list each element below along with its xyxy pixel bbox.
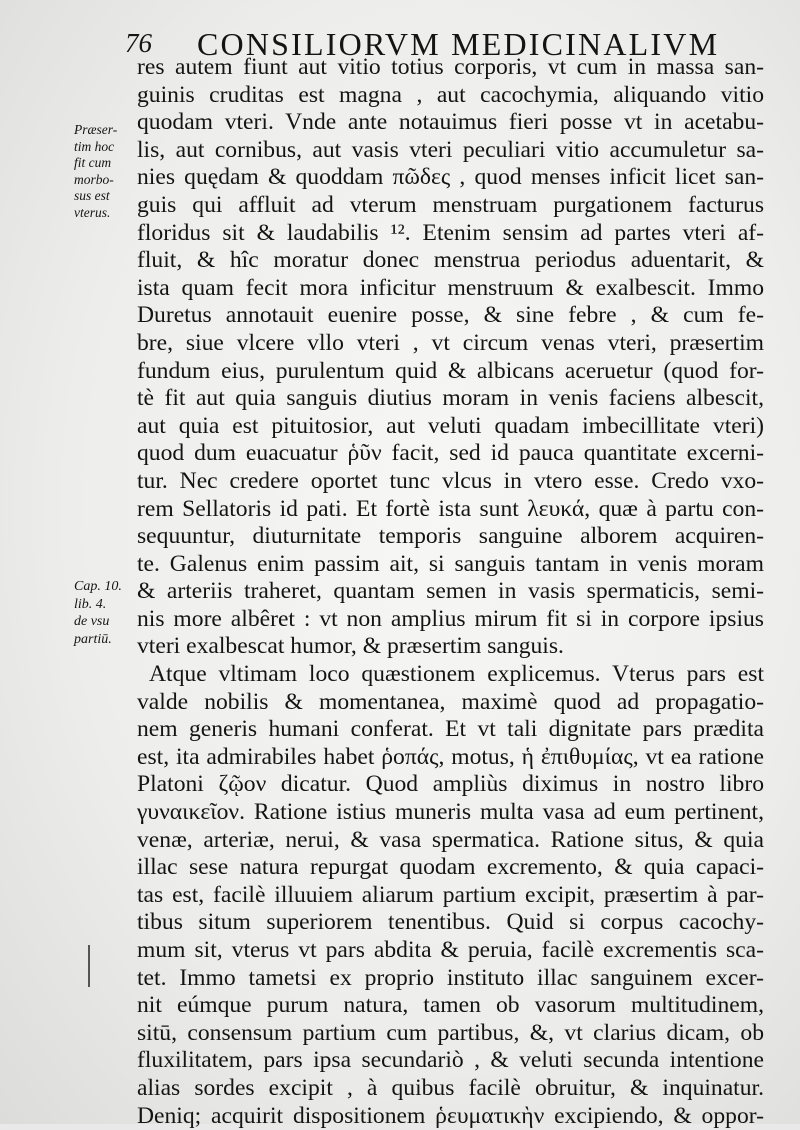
margin-note-line: tim hoc: [74, 138, 115, 154]
margin-note-line: de vsu: [74, 614, 110, 629]
text-line: fundum eius, purulentum quid & albicans aceruetur (quod for-: [137, 357, 764, 384]
page-number: 76: [125, 28, 152, 58]
text-line: valde nobilis & momentanea, maximè quod ad propagatio-: [137, 688, 764, 715]
body-text: [137, 54, 764, 1130]
text-line: fluit, & hîc moratur donec menstrua periodus aduentarit, &: [137, 247, 764, 274]
text-line: tas est, facilè illuuiem aliarum partium excipit, præsertim à par-: [137, 881, 764, 908]
text-line: nis more albêret : vt non amplius mirum fit si in corpore ipsius: [137, 605, 764, 632]
text-line: quodam vteri. Vnde ante notauimus fieri posse vt in acetabu-: [137, 109, 764, 136]
text-line: guinis cruditas est magna , aut cacochymia, aliquando vitio: [137, 81, 764, 108]
margin-note-line: Cap. 10.: [74, 579, 122, 594]
margin-note-line: morbo-: [74, 171, 114, 187]
text-line: mum sit, vterus vt pars abdita & peruia, facilè excrementis sca-: [137, 937, 764, 963]
margin-reference: [74, 578, 134, 648]
margin-note-line: Præser-: [74, 122, 118, 137]
margin-note: [74, 122, 134, 221]
text-line: tet. Immo tametsi ex proprio instituto illac sanguinem excer-: [137, 964, 764, 991]
text-line: est, ita admirabiles habet ῥοπάς, motus, ἡ ἐπιθυμίας, vt ea ratione: [137, 743, 764, 770]
text-line: nit eúmque purum natura, tamen ob vasorum multitudinem,: [137, 992, 764, 1019]
text-line: te. Galenus enim passim ait, si sanguis tantam in venis moram: [137, 550, 764, 577]
text-line: quod dum euacuatur ῥῦν facit, sed id pauca quantitate excerni-: [137, 440, 764, 467]
text-line: venæ, arteriæ, nerui, & vasa spermatica. Ratione situs, & quia: [137, 826, 764, 853]
text-line: sequuntur, diuturnitate temporis sanguine alborem acquiren-: [137, 523, 764, 550]
text-line: guis qui affluit ad vterum menstruam purgationem facturus: [137, 191, 764, 218]
text-line: Deniq; acquirit dispositionem ῥευματικὴν excipiendo, & oppor-: [137, 1102, 764, 1129]
text-line: res autem fiunt aut vitio totius corporis, vt cum in massa san-: [137, 54, 764, 80]
margin-bracket-mark: [88, 945, 90, 987]
margin-note-line: sus est: [74, 188, 110, 203]
text-line: tè fit aut quia sanguis diutius moram in venis faciens albescit,: [137, 385, 764, 412]
text-line: lis, aut cornibus, aut vasis vteri peculiari vitio accumuletur sa-: [137, 136, 764, 163]
margin-note-line: lib. 4.: [74, 596, 107, 612]
margin-note-line: vterus.: [74, 204, 111, 220]
text-line: ista quam fecit mora inficitur menstruum & exalbescit. Immo: [137, 274, 764, 301]
text-line-paragraph-end: vteri exalbescat humor, & præsertim sanguis.: [137, 633, 564, 660]
text-line: bre, siue vlcere vllo vteri , vt circum venas vteri, præsertim: [137, 329, 764, 356]
margin-note-line: partiū.: [74, 631, 112, 647]
text-line: Duretus annotauit euenire posse, & sine febre , & cum fe-: [137, 302, 764, 329]
text-line: Platoni ζῷον dicatur. Quod ampliùs diximus in nostro libro: [137, 771, 764, 798]
text-line: tur. Nec credere oportet tunc vlcus in vtero esse. Credo vxo-: [137, 467, 764, 494]
margin-note-line: fit cum: [74, 155, 112, 170]
text-line-paragraph-start: Atque vltimam loco quæstionem explicemus. Vterus pars est: [149, 661, 764, 688]
text-line: illac sese natura repurgat quodam excremento, & quia capaci-: [137, 854, 764, 881]
running-title: CONSILIORVM MEDICINALIVM: [197, 26, 720, 62]
text-line: tibus situm superiorem tenentibus. Quid si corpus cacochy-: [137, 909, 764, 936]
text-line: floridus sit & laudabilis ¹². Etenim sensim ad partes vteri af-: [137, 219, 764, 246]
text-line: γυναικεῖον. Ratione istius muneris multa vasa ad eum pertinent,: [137, 799, 764, 826]
text-line: & arteriis traheret, quantam semen in vasis spermaticis, semi-: [137, 578, 764, 605]
text-line: alias sordes excipit , à quibus facilè obruitur, & inquinatur.: [137, 1074, 764, 1101]
text-line: rem Sellatoris id pati. Et fortè ista sunt λευκά, quæ à partu con-: [137, 495, 764, 522]
text-line: aut quia est pituitosior, aut veluti quadam imbecillitate vteri): [137, 412, 764, 439]
text-line: nies quędam & quoddam πῶδες , quod menses inficit licet san-: [137, 164, 764, 191]
text-line: fluxilitatem, pars ipsa secundariò , & veluti secunda intentione: [137, 1047, 764, 1074]
text-line: nem generis humani conferat. Et vt tali dignitate pars prædita: [137, 716, 764, 743]
text-line: sitū, consensum partium cum partibus, &, vt clarius dicam, ob: [137, 1019, 764, 1046]
